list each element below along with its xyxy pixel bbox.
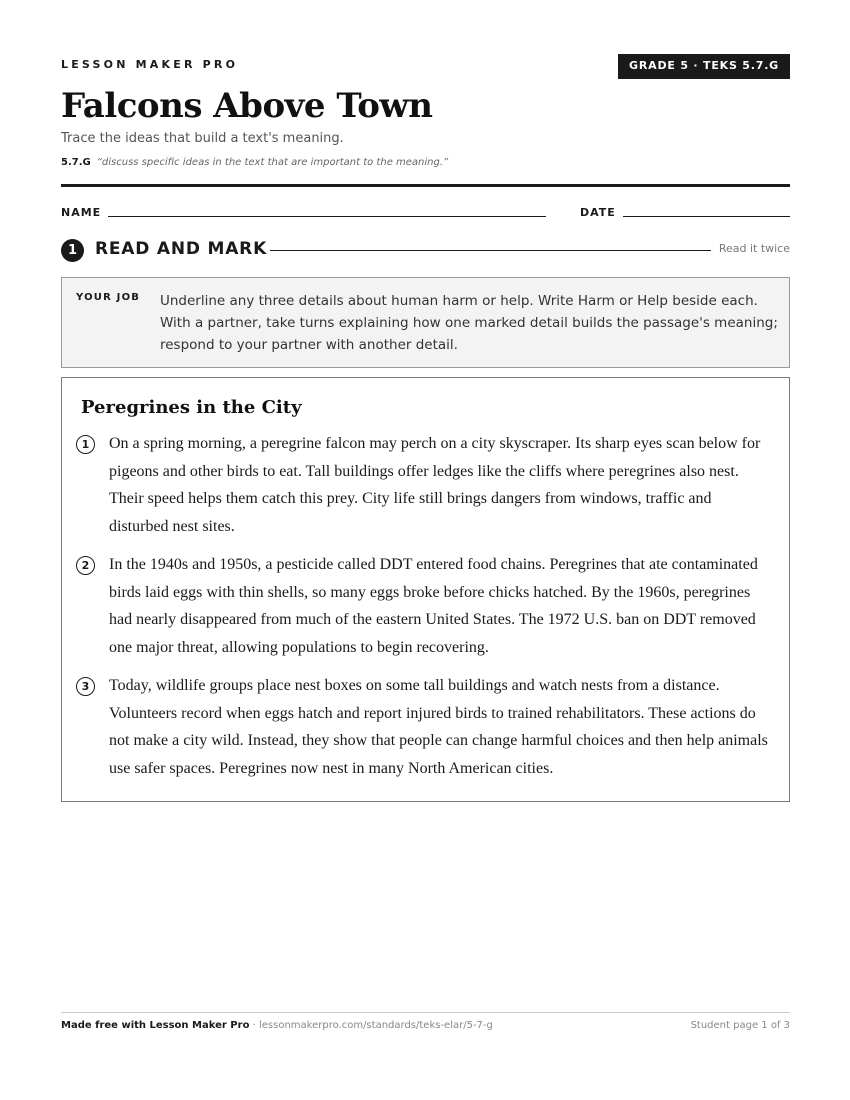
standard-quote: “discuss specific ideas in the text that are important to the meaning.” [96,157,449,168]
footer-url: · lessonmakerpro.com/standards/teks-elar/5-7-g [249,1020,493,1031]
paragraph-text: On a spring morning, a peregrine falcon may perch on a city skyscraper. Its sharp eyes scan below for pigeons and other birds to eat. Tall buildings offer ledges like the cliffs where peregrines also nest. Their speed helps them catch this prey. City life still brings dangers from windows, traffic and disturbed nest sites. [109,435,761,535]
footer-divider [61,1012,790,1013]
reading-passage [61,377,790,802]
passage-title: Peregrines in the City [81,397,302,418]
section-header [61,238,790,262]
paragraph-number: 1 [76,435,95,454]
brand-name: LESSON MAKER PRO [61,58,239,71]
worksheet-page [61,0,790,1100]
header-divider [61,184,790,187]
section-title: READ AND MARK [95,239,268,259]
name-label: NAME [61,206,102,219]
paragraph-text: Today, wildlife groups place nest boxes on some tall buildings and watch nests from a distance. Volunteers record when eggs hatch and report injured birds to trained rehabilitators. These actions do not make a city wild. Instead, they show that people can change harmful choices and then help animals use safer spaces. Peregrines now nest in many North American cities. [109,677,768,777]
section-number-badge: 1 [61,239,84,262]
paragraph-text: In the 1940s and 1950s, a pesticide called DDT entered food chains. Peregrines that ate contaminated birds laid eggs with thin shells, so many eggs broke before chicks hatched. By the 1960s, peregrines had nearly disappeared from much of the eastern United States. The 1972 U.S. ban on DDT removed one major threat, allowing populations to begin recovering. [109,556,758,656]
instructions-box [61,277,790,368]
page-indicator: Student page 1 of 3 [690,1020,790,1031]
paragraph-number: 3 [76,677,95,696]
instructions-text: Underline any three details about human harm or help. Write Harm or Help beside each. With a partner, take turns explaining how one marked detail builds the passage's meaning; respond to your partner with another detail. [160,293,778,353]
grade-badge: GRADE 5 · TEKS 5.7.G [618,54,790,79]
standard-code: 5.7.G [61,157,91,168]
section-note: Read it twice [718,242,790,255]
page-title: Falcons Above Town [61,86,433,126]
name-field[interactable] [108,216,546,217]
date-label: DATE [580,206,616,219]
footer-credit [61,1020,493,1031]
standard-line [61,157,448,168]
paragraph-number: 2 [76,556,95,575]
page-subtitle: Trace the ideas that build a text's meaning. [61,131,344,146]
date-field[interactable] [623,216,790,217]
instructions-label: YOUR JOB [76,292,141,303]
footer-made-with: Made free with Lesson Maker Pro [61,1020,250,1031]
section-divider [270,250,711,251]
